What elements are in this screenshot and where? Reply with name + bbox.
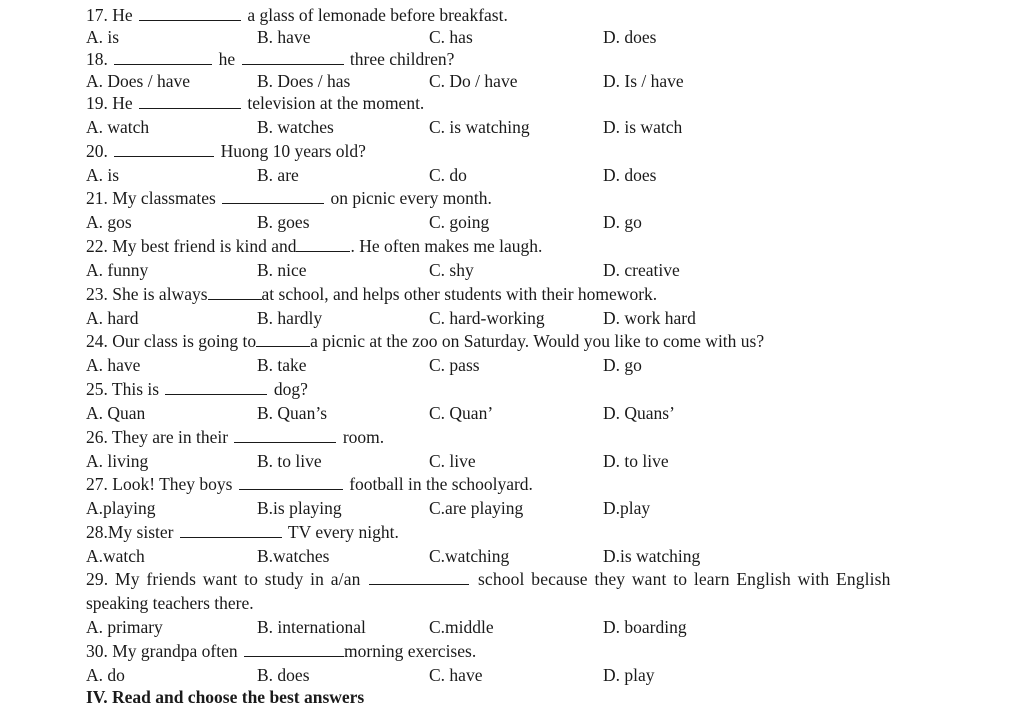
option-c[interactable]: C. going: [429, 212, 490, 232]
option-c[interactable]: C. has: [429, 27, 473, 47]
option-c[interactable]: C. hard-working: [429, 308, 545, 328]
option-c[interactable]: C. pass: [429, 355, 480, 375]
option-b[interactable]: B. does: [257, 665, 310, 685]
question-27: 27. Look! They boys football in the schoolyard.: [86, 474, 533, 494]
option-d[interactable]: D. go: [603, 355, 642, 375]
question-26: 26. They are in their room.: [86, 427, 385, 447]
option-d[interactable]: D. play: [603, 665, 655, 685]
question-21: 21. My classmates on picnic every month.: [86, 188, 492, 208]
option-a[interactable]: A. have: [86, 355, 141, 375]
answer-blank[interactable]: [369, 568, 469, 585]
answer-blank[interactable]: [208, 283, 262, 300]
option-a[interactable]: A. watch: [86, 117, 150, 137]
option-d[interactable]: D. is watch: [603, 117, 683, 137]
option-a[interactable]: A. hard: [86, 308, 139, 328]
option-b[interactable]: B. take: [257, 355, 307, 375]
answer-blank[interactable]: [234, 426, 336, 443]
section-heading-cut-off: IV. Read and choose the best answers: [86, 687, 365, 707]
option-a[interactable]: A. Does / have: [86, 71, 191, 91]
option-a[interactable]: A. funny: [86, 260, 149, 280]
option-d[interactable]: D. does: [603, 27, 657, 47]
answer-blank[interactable]: [114, 48, 212, 65]
option-a[interactable]: A. living: [86, 451, 149, 471]
answer-blank[interactable]: [256, 330, 310, 347]
option-a[interactable]: A. do: [86, 665, 125, 685]
question-28: 28.My sister TV every night.: [86, 522, 399, 542]
option-d[interactable]: D. creative: [603, 260, 680, 280]
option-a[interactable]: A.playing: [86, 498, 156, 518]
option-d[interactable]: D. Quans’: [603, 403, 675, 423]
answer-blank[interactable]: [139, 4, 241, 21]
option-a[interactable]: A. is: [86, 165, 120, 185]
answer-blank[interactable]: [244, 640, 344, 657]
option-d[interactable]: D.play: [603, 498, 651, 518]
question-29: 29. My friends want to study in a/an school because they want to learn English with English: [86, 569, 891, 589]
answer-blank[interactable]: [222, 187, 324, 204]
option-c[interactable]: C. Do / have: [429, 71, 518, 91]
option-b[interactable]: B. Does / has: [257, 71, 351, 91]
option-a[interactable]: A. primary: [86, 617, 163, 637]
option-a[interactable]: A. gos: [86, 212, 132, 232]
question-19: 19. He television at the moment.: [86, 93, 425, 113]
option-b[interactable]: B. goes: [257, 212, 310, 232]
option-b[interactable]: B. have: [257, 27, 311, 47]
question-25: 25. This is dog?: [86, 379, 308, 399]
question-23: 23. She is always at school, and helps other students with their homework.: [86, 284, 658, 304]
option-a[interactable]: A. is: [86, 27, 120, 47]
option-c[interactable]: C.are playing: [429, 498, 524, 518]
option-c[interactable]: C. Quan’: [429, 403, 494, 423]
option-b[interactable]: B. are: [257, 165, 299, 185]
answer-blank[interactable]: [139, 92, 241, 109]
option-d[interactable]: D. boarding: [603, 617, 687, 637]
option-d[interactable]: D. to live: [603, 451, 669, 471]
answer-blank[interactable]: [165, 378, 267, 395]
question-22: 22. My best friend is kind and . He often makes me laugh.: [86, 236, 543, 256]
option-b[interactable]: B. Quan’s: [257, 403, 327, 423]
option-c[interactable]: C.middle: [429, 617, 494, 637]
answer-blank[interactable]: [296, 235, 350, 252]
option-a[interactable]: A.watch: [86, 546, 145, 566]
answer-blank[interactable]: [239, 473, 343, 490]
option-d[interactable]: D. go: [603, 212, 642, 232]
option-b[interactable]: B. to live: [257, 451, 322, 471]
question-24: 24. Our class is going to a picnic at the zoo on Saturday. Would you like to come with us?: [86, 331, 765, 351]
option-d[interactable]: D. does: [603, 165, 657, 185]
option-d[interactable]: D. Is / have: [603, 71, 684, 91]
option-d[interactable]: D.is watching: [603, 546, 701, 566]
answer-blank[interactable]: [114, 140, 214, 157]
option-c[interactable]: C. have: [429, 665, 483, 685]
option-c[interactable]: C.watching: [429, 546, 510, 566]
option-b[interactable]: B.is playing: [257, 498, 342, 518]
option-b[interactable]: B. hardly: [257, 308, 323, 328]
question-29-continuation: speaking teachers there.: [86, 593, 254, 613]
question-17: 17. He a glass of lemonade before breakfast.: [86, 5, 508, 25]
option-c[interactable]: C. do: [429, 165, 467, 185]
answer-blank[interactable]: [180, 521, 282, 538]
option-c[interactable]: C. shy: [429, 260, 474, 280]
option-b[interactable]: B. international: [257, 617, 366, 637]
option-d[interactable]: D. work hard: [603, 308, 696, 328]
question-18: 18. he three children?: [86, 49, 455, 69]
option-c[interactable]: C. is watching: [429, 117, 530, 137]
option-b[interactable]: B. nice: [257, 260, 307, 280]
answer-blank[interactable]: [242, 48, 344, 65]
option-b[interactable]: B. watches: [257, 117, 334, 137]
option-b[interactable]: B.watches: [257, 546, 330, 566]
question-30: 30. My grandpa often morning exercises.: [86, 641, 477, 661]
option-a[interactable]: A. Quan: [86, 403, 146, 423]
question-20: 20. Huong 10 years old?: [86, 141, 366, 161]
option-c[interactable]: C. live: [429, 451, 476, 471]
